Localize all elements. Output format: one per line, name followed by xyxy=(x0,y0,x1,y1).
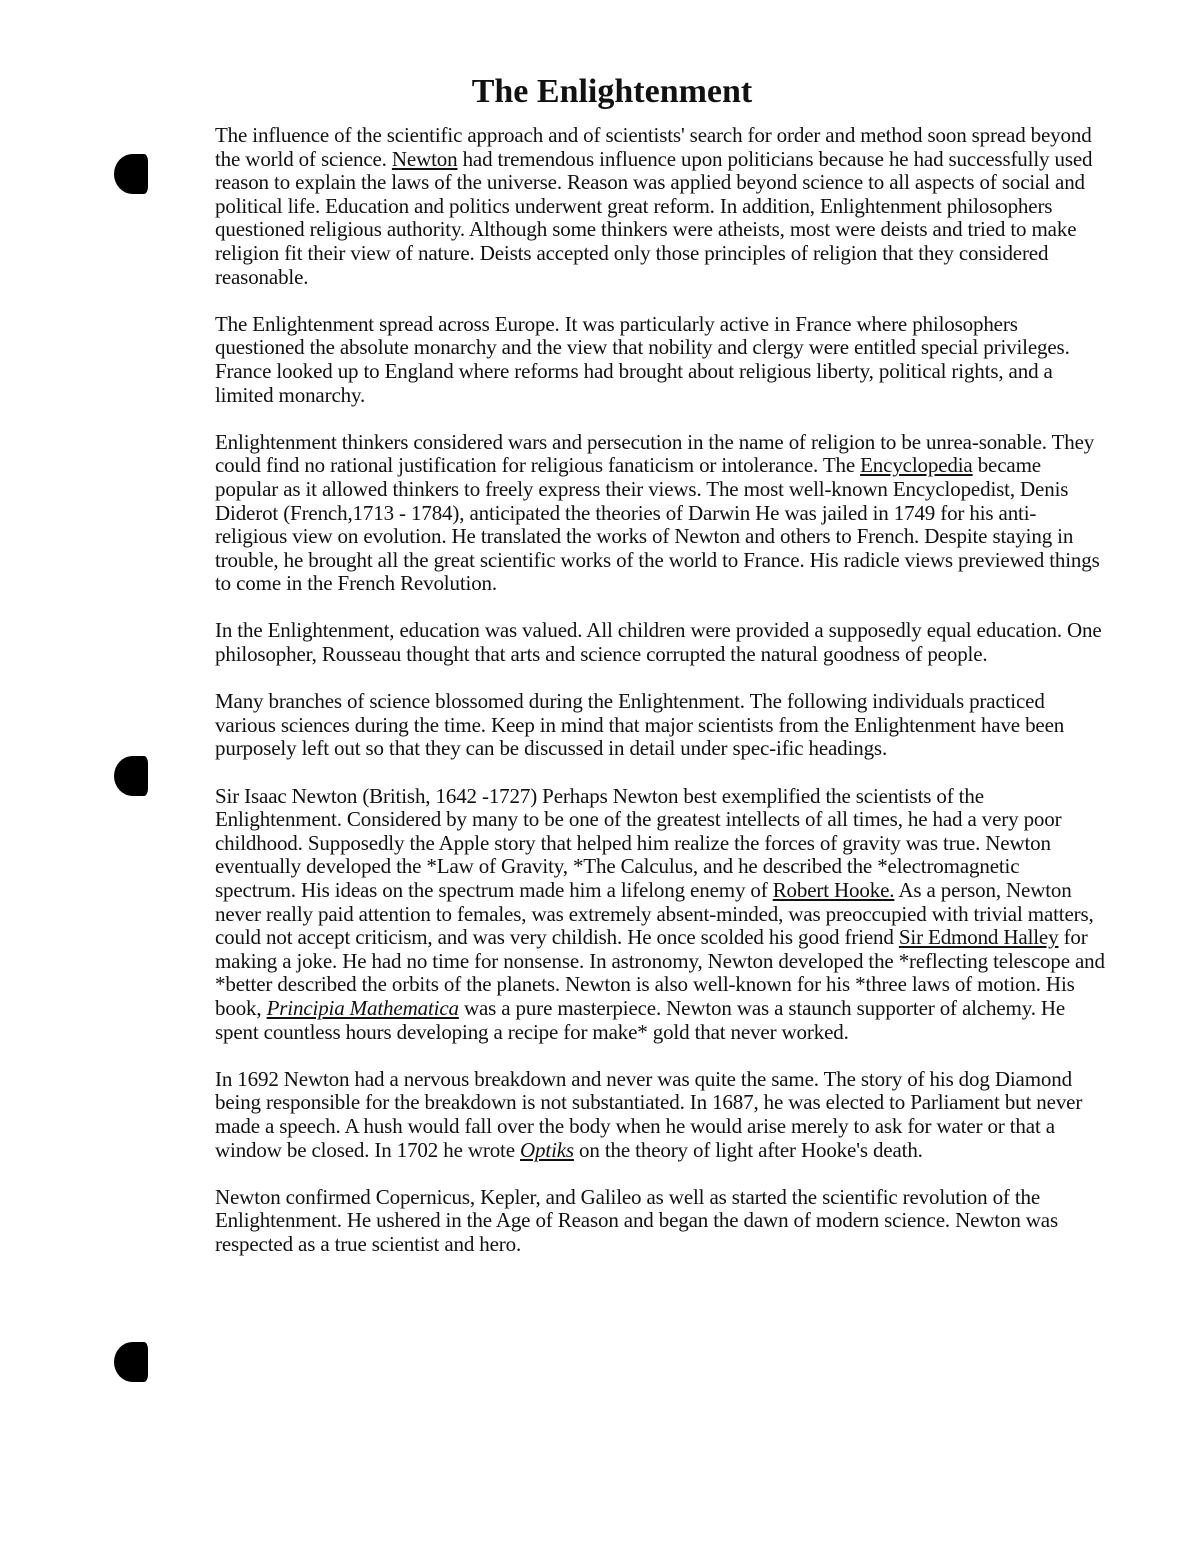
document-body xyxy=(215,124,1105,1280)
paragraph-6: Sir Isaac Newton (British, 1642 -1727) Perhaps Newton best exemplified the scientists of the Enlightenment. Considered by many to be one of the greatest intellects of all times, he had a very poor childhood. Supposedly the Apple story that helped him realize the forces of gravity was true. Newton eventually developed the *Law of Gravity, *The Calculus, and he described the *electromagnetic spectrum. His ideas on the spectrum made him a lifelong enemy of Robert Hooke. As a person, Newton never really paid attention to females, was extremely absent-minded, was preoccupied with trivial matters, could not accept criticism, and was very childish. He once scolded his good friend Sir Edmond Halley for making a joke. He had no time for nonsense. In astronomy, Newton developed the *reflecting telescope and *better described the orbits of the planets. Newton is also well-known for his *three laws of motion. His book, Principia Mathematica was a pure masterpiece. Newton was a staunch supporter of alchemy. He spent countless hours developing a recipe for make* gold that never worked. xyxy=(215,783,1105,1044)
paragraph-4: In the Enlightenment, education was valued. All children were provided a supposedly equal education. One philosopher, Rousseau thought that arts and science corrupted the natural goodness of people. xyxy=(215,618,1102,667)
newton-link[interactable]: Newton xyxy=(391,146,458,171)
robert-hooke-link[interactable]: Robert Hooke. xyxy=(772,878,895,902)
paragraph-2: The Enlightenment spread across Europe. It was particularly active in France where philosophers questioned the absolute monarchy and the view that nobility and clergy were entitled special privileges. France looked up to England where reforms had brought about religious liberty, political rights, and a limited monarchy. xyxy=(215,311,1070,407)
edmond-halley-link[interactable]: Sir Edmond Halley xyxy=(898,925,1059,950)
paragraph-7: In 1692 Newton had a nervous breakdown and never was quite the same. The story of his dog Diamond being responsible for the breakdown is not substantiated. In 1687, he was elected to Parliament but never made a speech. A hush would fall over the body when he would arise merely to ask for water or that a window be closed. In 1702 he wrote Optiks on the theory of light after Hooke's death. xyxy=(215,1066,1083,1162)
encyclopedia-link[interactable]: Encyclopedia xyxy=(860,453,973,478)
punch-hole-mark xyxy=(114,154,148,194)
paragraph-1: The influence of the scientific approach and of scientists' search for order and method soon spread beyond the world of science. Newton had tremendous influence upon politicians because he had successfully used reason to explain the laws of the universe. Reason was applied beyond science to all aspects of social and political life. Education and politics underwent great reform. In addition, Enlightenment philosophers questioned religious authority. Although some thinkers were atheists, most were deists and tried to make religion fit their view of nature. Deists accepted only those principles of religion that they considered reasonable. xyxy=(215,123,1093,289)
principia-mathematica-link[interactable]: Principia Mathematica xyxy=(266,995,459,1020)
page-title: The Enlightenment xyxy=(471,73,753,110)
paragraph-8: Newton confirmed Copernicus, Kepler, and Galileo as well as started the scientific revolution of the Enlightenment. He ushered in the Age of Reason and began the dawn of modern science. Newton was respected as a true scientist and hero. xyxy=(215,1184,1058,1256)
paragraph-3: Enlightenment thinkers considered wars and persecution in the name of religion to be unrea-sonable. They could find no rational justification for religious fanaticism or intolerance. The Encyclopedia became popular as it allowed thinkers to freely express their views. The most well-known Encyclopedist, Denis Diderot (French,1713 - 1784), anticipated the theories of Darwin He was jailed in 1749 for his anti-religious view on evolution. He translated the works of Newton and others to French. Despite staying in trouble, he brought all the great scientific works of the world to France. His radicle views previewed things to come in the French Revolution. xyxy=(215,429,1100,596)
paragraph-5: Many branches of science blossomed during the Enlightenment. The following individuals practiced various sciences during the time. Keep in mind that major scientists from the Enlightenment have been purposely left out so that they can be discussed in detail under spec-ific headings. xyxy=(215,689,1065,761)
optiks-link[interactable]: Optiks xyxy=(520,1137,574,1162)
punch-hole-mark xyxy=(114,756,148,796)
punch-hole-mark xyxy=(114,1342,148,1382)
